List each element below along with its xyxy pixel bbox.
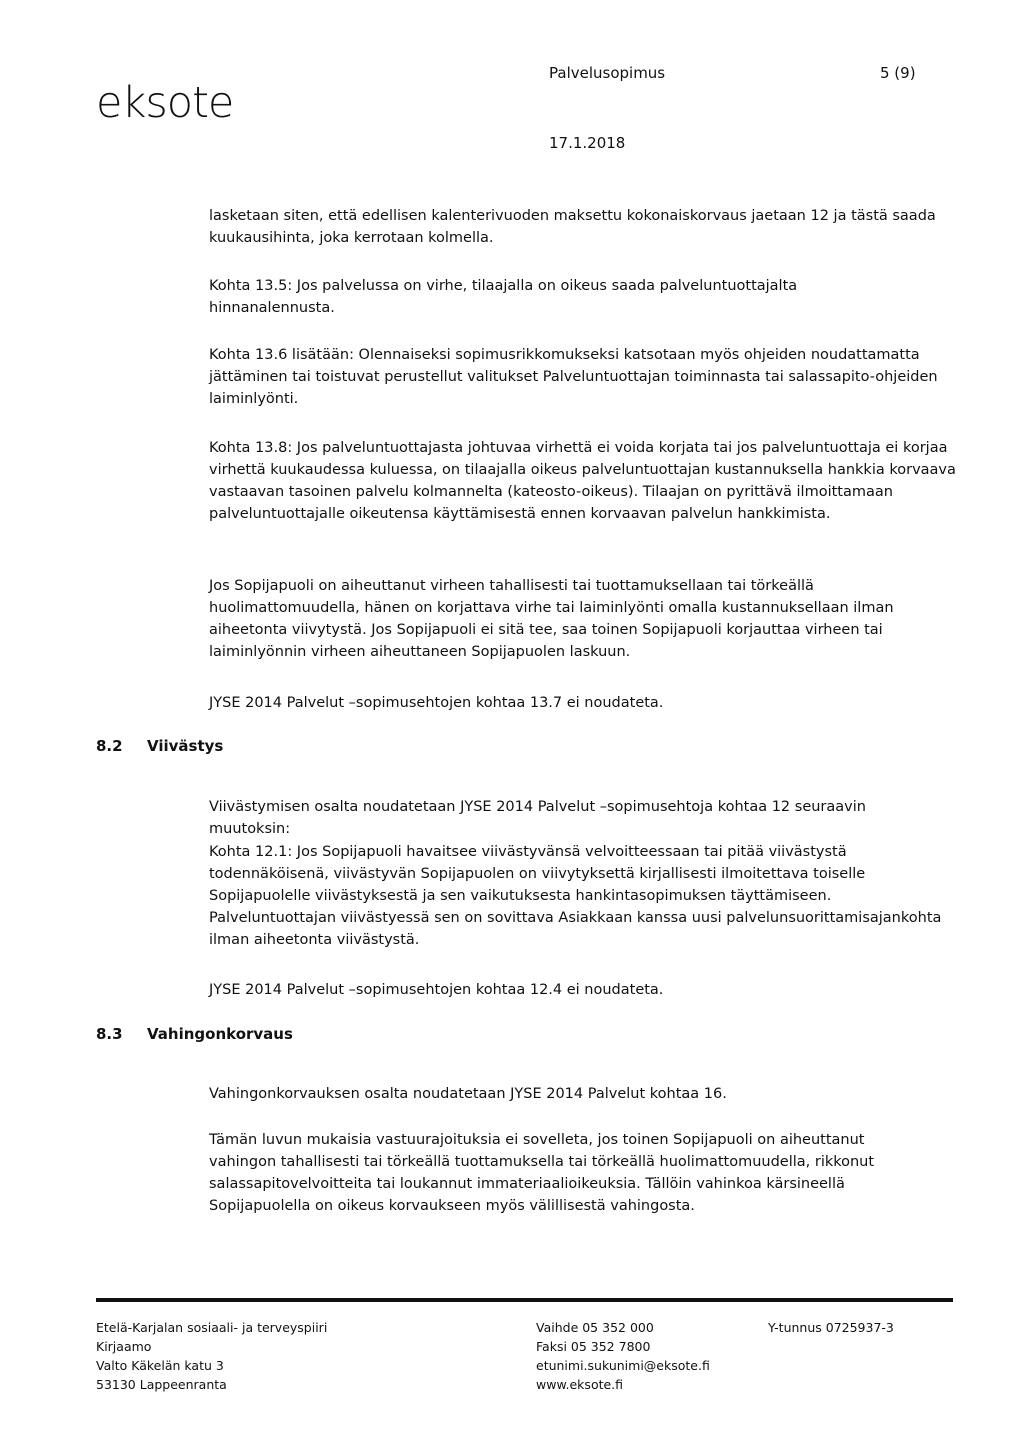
paragraph-vastuurajoitukset: Tämän luvun mukaisia vastuurajoituksia ei sovelleta, jos toinen Sopijapuoli on aiheuttanut vahingon tahallisesti tai törkeällä tuottamuksella tai törkeällä huolimattomuudella, rikkonut salassapitovelvoitteita tai loukannut immateriaalioikeuksia. Tällöin vahinkoa kärsineellä Sopijapuolella on oikeus korvaukseen myös välillisestä vahingosta. [209,1132,875,1214]
paragraph-12-4-excluded: JYSE 2014 Palvelut –sopimusehtojen kohtaa 12.4 ei noudateta. [209,982,664,998]
footer-org: Etelä-Karjalan sosiaali- ja terveyspiiri [96,1320,328,1335]
section-heading-8-2 [96,737,223,755]
footer-web: www.eksote.fi [536,1377,624,1392]
eksote-logo: eksote [96,78,234,128]
section-number: 8.2 [96,737,123,755]
footer-email: etunimi.sukunimi@eksote.fi [536,1358,710,1373]
paragraph-kuukausihinta: lasketaan siten, että edellisen kalenterivuoden maksettu kokonaiskorvaus jaetaan 12 ja tästä saada kuukausihinta, joka kerrotaan kolmella. [209,208,936,246]
paragraph-kohta-13-5: Kohta 13.5: Jos palvelussa on virhe, tilaajalla on oikeus saada palveluntuottajalta hinnanalennusta. [209,278,798,316]
document-date: 17.1.2018 [549,134,626,152]
document-type: Palvelusopimus [549,64,666,82]
footer-divider [96,1298,953,1302]
footer-office: Kirjaamo [96,1339,152,1354]
section-number: 8.3 [96,1025,123,1043]
paragraph-vahingonkorvaus-intro: Vahingonkorvauksen osalta noudatetaan JYSE 2014 Palvelut kohtaa 16. [209,1086,727,1102]
paragraph-kohta-12-1: Kohta 12.1: Jos Sopijapuoli havaitsee viivästyvänsä velvoitteessaan tai pitää viivästystä todennäköisenä, viivästyvän Sopijapuolen on viivytyksettä kirjallisesti ilmoitettava toiselle Sopijapuolelle viivästyksestä ja sen vaikutuksesta hankintasopimuksen täyttämiseen. Palveluntuottajan viivästyessä sen on sovittava Asiakkaan kanssa uusi palvelunsuorittamisajankohta ilman aiheetonta viivästystä. [209,844,942,948]
footer-address [96,1318,327,1394]
section-title: Vahingonkorvaus [147,1025,293,1043]
section-title: Viivästys [147,737,224,755]
paragraph-tahallinen-virhe: Jos Sopijapuoli on aiheuttanut virheen tahallisesti tai tuottamuksellaan tai törkeällä huolimattomuudella, hänen on korjattava virhe tai laiminlyönti omalla kustannuksellaan ilman aiheetonta viivytystä. Jos Sopijapuoli ei sitä tee, saa toinen Sopijapuoli korjauttaa virheen tai laiminlyönnin virheen aiheuttaneen Sopijapuolen laskuun. [209,578,894,660]
footer-fax: Faksi 05 352 7800 [536,1339,651,1354]
footer-city: 53130 Lappeenranta [96,1377,227,1392]
footer-business-id [768,1318,894,1337]
footer-y-tunnus: Y-tunnus 0725937-3 [768,1320,894,1335]
page-number: 5 (9) [880,64,916,82]
paragraph-viivastys-intro: Viivästymisen osalta noudatetaan JYSE 2014 Palvelut –sopimusehtoja kohtaa 12 seuraavin muutoksin: [209,799,866,837]
footer-phone: Vaihde 05 352 000 [536,1320,654,1335]
section-heading-8-3 [96,1025,293,1043]
paragraph-13-7-excluded: JYSE 2014 Palvelut –sopimusehtojen kohtaa 13.7 ei noudateta. [209,695,664,711]
footer-street: Valto Käkelän katu 3 [96,1358,224,1373]
paragraph-kohta-13-6: Kohta 13.6 lisätään: Olennaiseksi sopimusrikkomukseksi katsotaan myös ohjeiden noudattamatta jättäminen tai toistuvat perustellut valitukset Palveluntuottajan toiminnasta tai salassapito-ohjeiden laiminlyönti. [209,347,938,407]
paragraph-kohta-13-8: Kohta 13.8: Jos palveluntuottajasta johtuvaa virhettä ei voida korjata tai jos palveluntuottaja ei korjaa virhettä kuukaudessa kuluessa, on tilaajalla oikeus palveluntuottajan kustannuksella hankkia korvaava vastaavan tasoinen palvelu kolmannelta (kateosto-oikeus). Tilaajan on pyrittävä ilmoittamaan palveluntuottajalle oikeutensa käyttämisestä ennen korvaavan palvelun hankkimista. [209,440,956,522]
footer-contact [536,1318,710,1394]
